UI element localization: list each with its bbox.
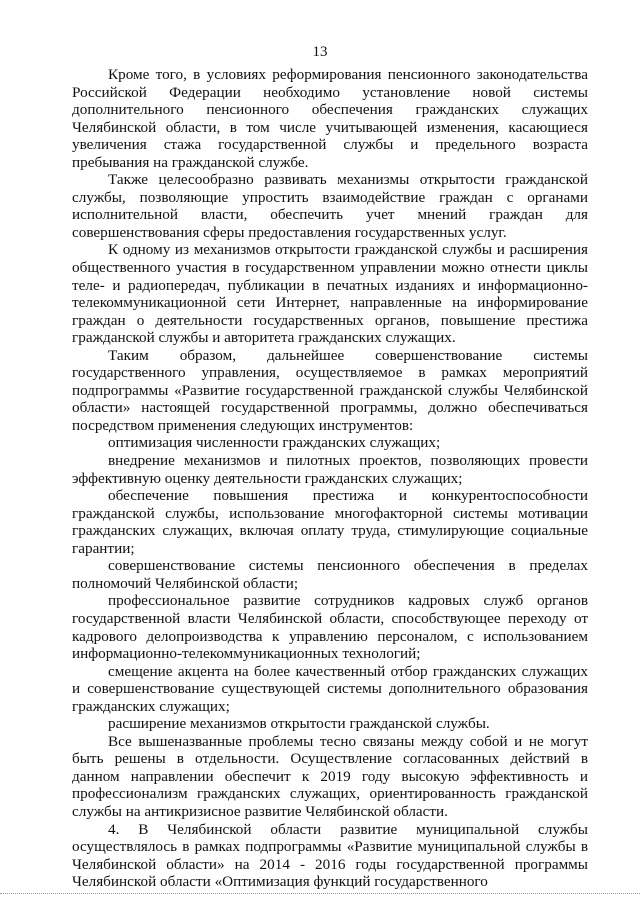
list-item-pension-system: совершенствование системы пенсионного обеспечения в пределах полномочий Челябинской области;: [72, 557, 588, 592]
paragraph-pension-reform: Кроме того, в условиях реформирования пенсионного законодательства Российской Федерации необходимо установление новой системы дополнительного пенсионного обеспечения гражданских служащих Челябинской области, в том числе учитывающей изменения, касающиеся увеличения стажа государственной службы и предельного возраста пребывания на гражданской службе.: [72, 66, 588, 171]
paragraph-instruments-intro: Таким образом, дальнейшее совершенствование системы государственного управления, осуществляемое в рамках мероприятий подпрограммы «Развитие государственной гражданской службы Челябинской области» настоящей государственной программы, должно обеспечиваться посредством применения следующих инструментов:: [72, 346, 588, 434]
paragraph-conclusion: Все вышеназванные проблемы тесно связаны между собой и не могут быть решены в отдельности. Осуществление согласованных действий в данном направлении обеспечит к 2019 году высокую эффективность и профессионализм гражданских служащих, ориентированность гражданской службы на антикризисное развитие Челябинской области.: [72, 732, 588, 820]
paragraph-openness-mechanisms: Также целесообразно развивать механизмы открытости гражданской службы, позволяющие упростить взаимодействие граждан с органами исполнительной власти, обеспечить учет мнений граждан для совершенствования сферы предоставления государственных услуг.: [72, 171, 588, 241]
paragraph-municipal-service: 4. В Челябинской области развитие муниципальной службы осуществлялось в рамках подпрограммы «Развитие муниципальной службы в Челябинской области» на 2014 - 2016 годы государственной программы Челябинской области «Оптимизация функций государственного: [72, 820, 588, 891]
list-item-openness-expansion: расширение механизмов открытости гражданской службы.: [108, 715, 490, 733]
scan-edge-divider: [0, 893, 640, 894]
page-number: 13: [312, 44, 328, 60]
list-item-prestige-motivation: обеспечение повышения престижа и конкурентоспособности гражданской службы, использование многофакторной системы мотивации гражданских служащих, включая оплату труда, стимулирующие социальные гарантии;: [72, 487, 588, 557]
list-item-selection-education: смещение акцента на более качественный отбор гражданских служащих и совершенствование существующей системы дополнительного образования гражданских служащих;: [72, 662, 588, 715]
list-item-hr-development: профессиональное развитие сотрудников кадровых служб органов государственной власти Челябинской области, способствующее переходу от кадрового делопроизводства к управлению персоналом, с использованием информационно-телекоммуникационных технологий;: [72, 592, 588, 663]
list-item-staff-optimization: оптимизация численности гражданских служащих;: [108, 434, 441, 452]
list-item-pilot-projects: внедрение механизмов и пилотных проектов, позволяющих провести эффективную оценку деятельности гражданских служащих;: [72, 452, 588, 487]
paragraph-public-participation: К одному из механизмов открытости гражданской службы и расширения общественного участия в государственном управлении можно отнести циклы теле- и радиопередач, публикации в печатных изданиях и информационно-телекоммуникационной сети Интернет, направленные на информирование граждан о деятельности государственных органов, повышение престижа гражданской службы и авторитета гражданских служащих.: [72, 241, 588, 347]
body-text: [72, 66, 588, 891]
